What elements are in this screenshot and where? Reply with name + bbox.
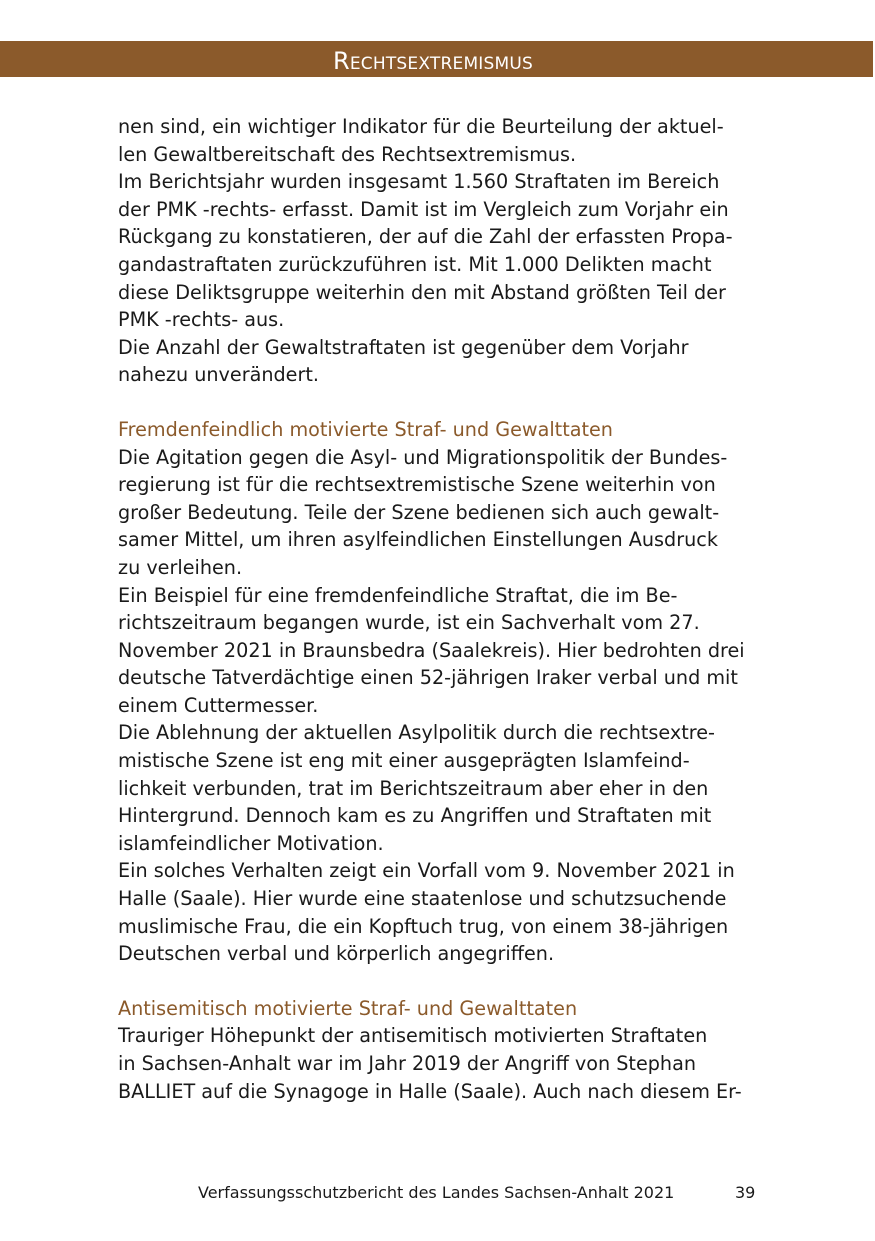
text-line: Trauriger Höhepunkt der antisemitisch motivierten Straftaten	[118, 1024, 708, 1048]
text-line: großer Bedeutung. Teile der Szene bedienen sich auch gewalt-	[118, 500, 720, 524]
text-line: zu verleihen.	[118, 555, 243, 579]
text-line: gandastraftaten zurückzuführen ist. Mit 1.000 Delikten macht	[118, 252, 712, 276]
text-line: Ein Beispiel für eine fremdenfeindliche Straftat, die im Be-	[118, 583, 678, 607]
text-line: in Sachsen-Anhalt war im Jahr 2019 der Angriff von Stephan	[118, 1052, 697, 1075]
text-line: diese Deliktsgruppe weiterhin den mit Abstand größten Teil der	[118, 280, 726, 304]
text-line: lichkeit verbunden, trat im Berichtszeitraum aber eher in den	[118, 776, 709, 800]
main-content	[118, 113, 768, 1105]
paragraph-gap	[118, 968, 768, 995]
text-line: muslimische Frau, die ein Kopftuch trug, von einem 38-jährigen	[118, 914, 729, 938]
text-line: der PMK -rechts- erfasst. Damit ist im Vergleich zum Vorjahr ein	[118, 197, 729, 221]
footer-publication-title: Verfassungsschutzbericht des Landes Sachsen-Anhalt 2021	[198, 1183, 675, 1202]
header-bar	[0, 41, 873, 77]
text-line: Hintergrund. Dennoch kam es zu Angriffen und Straftaten mit	[118, 804, 712, 828]
text-line: regierung ist für die rechtsextremistische Szene weiterhin von	[118, 473, 716, 497]
section-fremdenfeindlich	[118, 416, 768, 968]
text-line: len Gewaltbereitschaft des Rechtsextremismus.	[118, 142, 577, 166]
text-line: Ein solches Verhalten zeigt ein Vorfall vom 9. November 2021 in	[118, 859, 735, 883]
intro-paragraphs	[118, 113, 768, 389]
text-line: BALLIET auf die Synagoge in Halle (Saale). Auch nach diesem Er-	[118, 1079, 742, 1103]
paragraph-gap	[118, 389, 768, 416]
text-line: deutsche Tatverdächtige einen 52-jährigen Iraker verbal und mit	[118, 666, 738, 690]
section-antisemitisch	[118, 995, 768, 1105]
page-title: Rechtsextremismus	[332, 47, 534, 75]
text-line: Deutschen verbal und körperlich angegriffen.	[118, 942, 555, 966]
text-line: Rückgang zu konstatieren, der auf die Zahl der erfassten Propa-	[118, 225, 733, 249]
text-line: Die Anzahl der Gewaltstraftaten ist gegenüber dem Vorjahr	[118, 335, 689, 359]
text-line: islamfeindlicher Motivation.	[118, 831, 384, 855]
text-line: einem Cuttermesser.	[118, 693, 319, 717]
text-line: PMK -rechts- aus.	[118, 308, 285, 332]
text-line: Im Berichtsjahr wurden insgesamt 1.560 Straftaten im Bereich	[118, 170, 720, 194]
page-number: 39	[735, 1183, 756, 1202]
text-line: nahezu unverändert.	[118, 363, 320, 387]
section-heading: Antisemitisch motivierte Straf- und Gewalttaten	[118, 996, 578, 1020]
section-heading: Fremdenfeindlich motivierte Straf- und Gewalttaten	[118, 417, 613, 441]
text-line: richtszeitraum begangen wurde, ist ein Sachverhalt vom 27.	[118, 611, 700, 635]
text-line: mistische Szene ist eng mit einer ausgeprägten Islamfeind-	[118, 749, 690, 773]
text-line: nen sind, ein wichtiger Indikator für die Beurteilung der aktuel-	[118, 115, 724, 138]
text-line: Die Agitation gegen die Asyl- und Migrationspolitik der Bundes-	[118, 445, 728, 469]
text-line: samer Mittel, um ihren asylfeindlichen Einstellungen Ausdruck	[118, 528, 718, 552]
text-line: November 2021 in Braunsbedra (Saalekreis). Hier bedrohten drei	[118, 638, 745, 662]
text-line: Die Ablehnung der aktuellen Asylpolitik durch die rechtsextre-	[118, 721, 715, 745]
text-line: Halle (Saale). Hier wurde eine staatenlose und schutzsuchende	[118, 887, 727, 911]
